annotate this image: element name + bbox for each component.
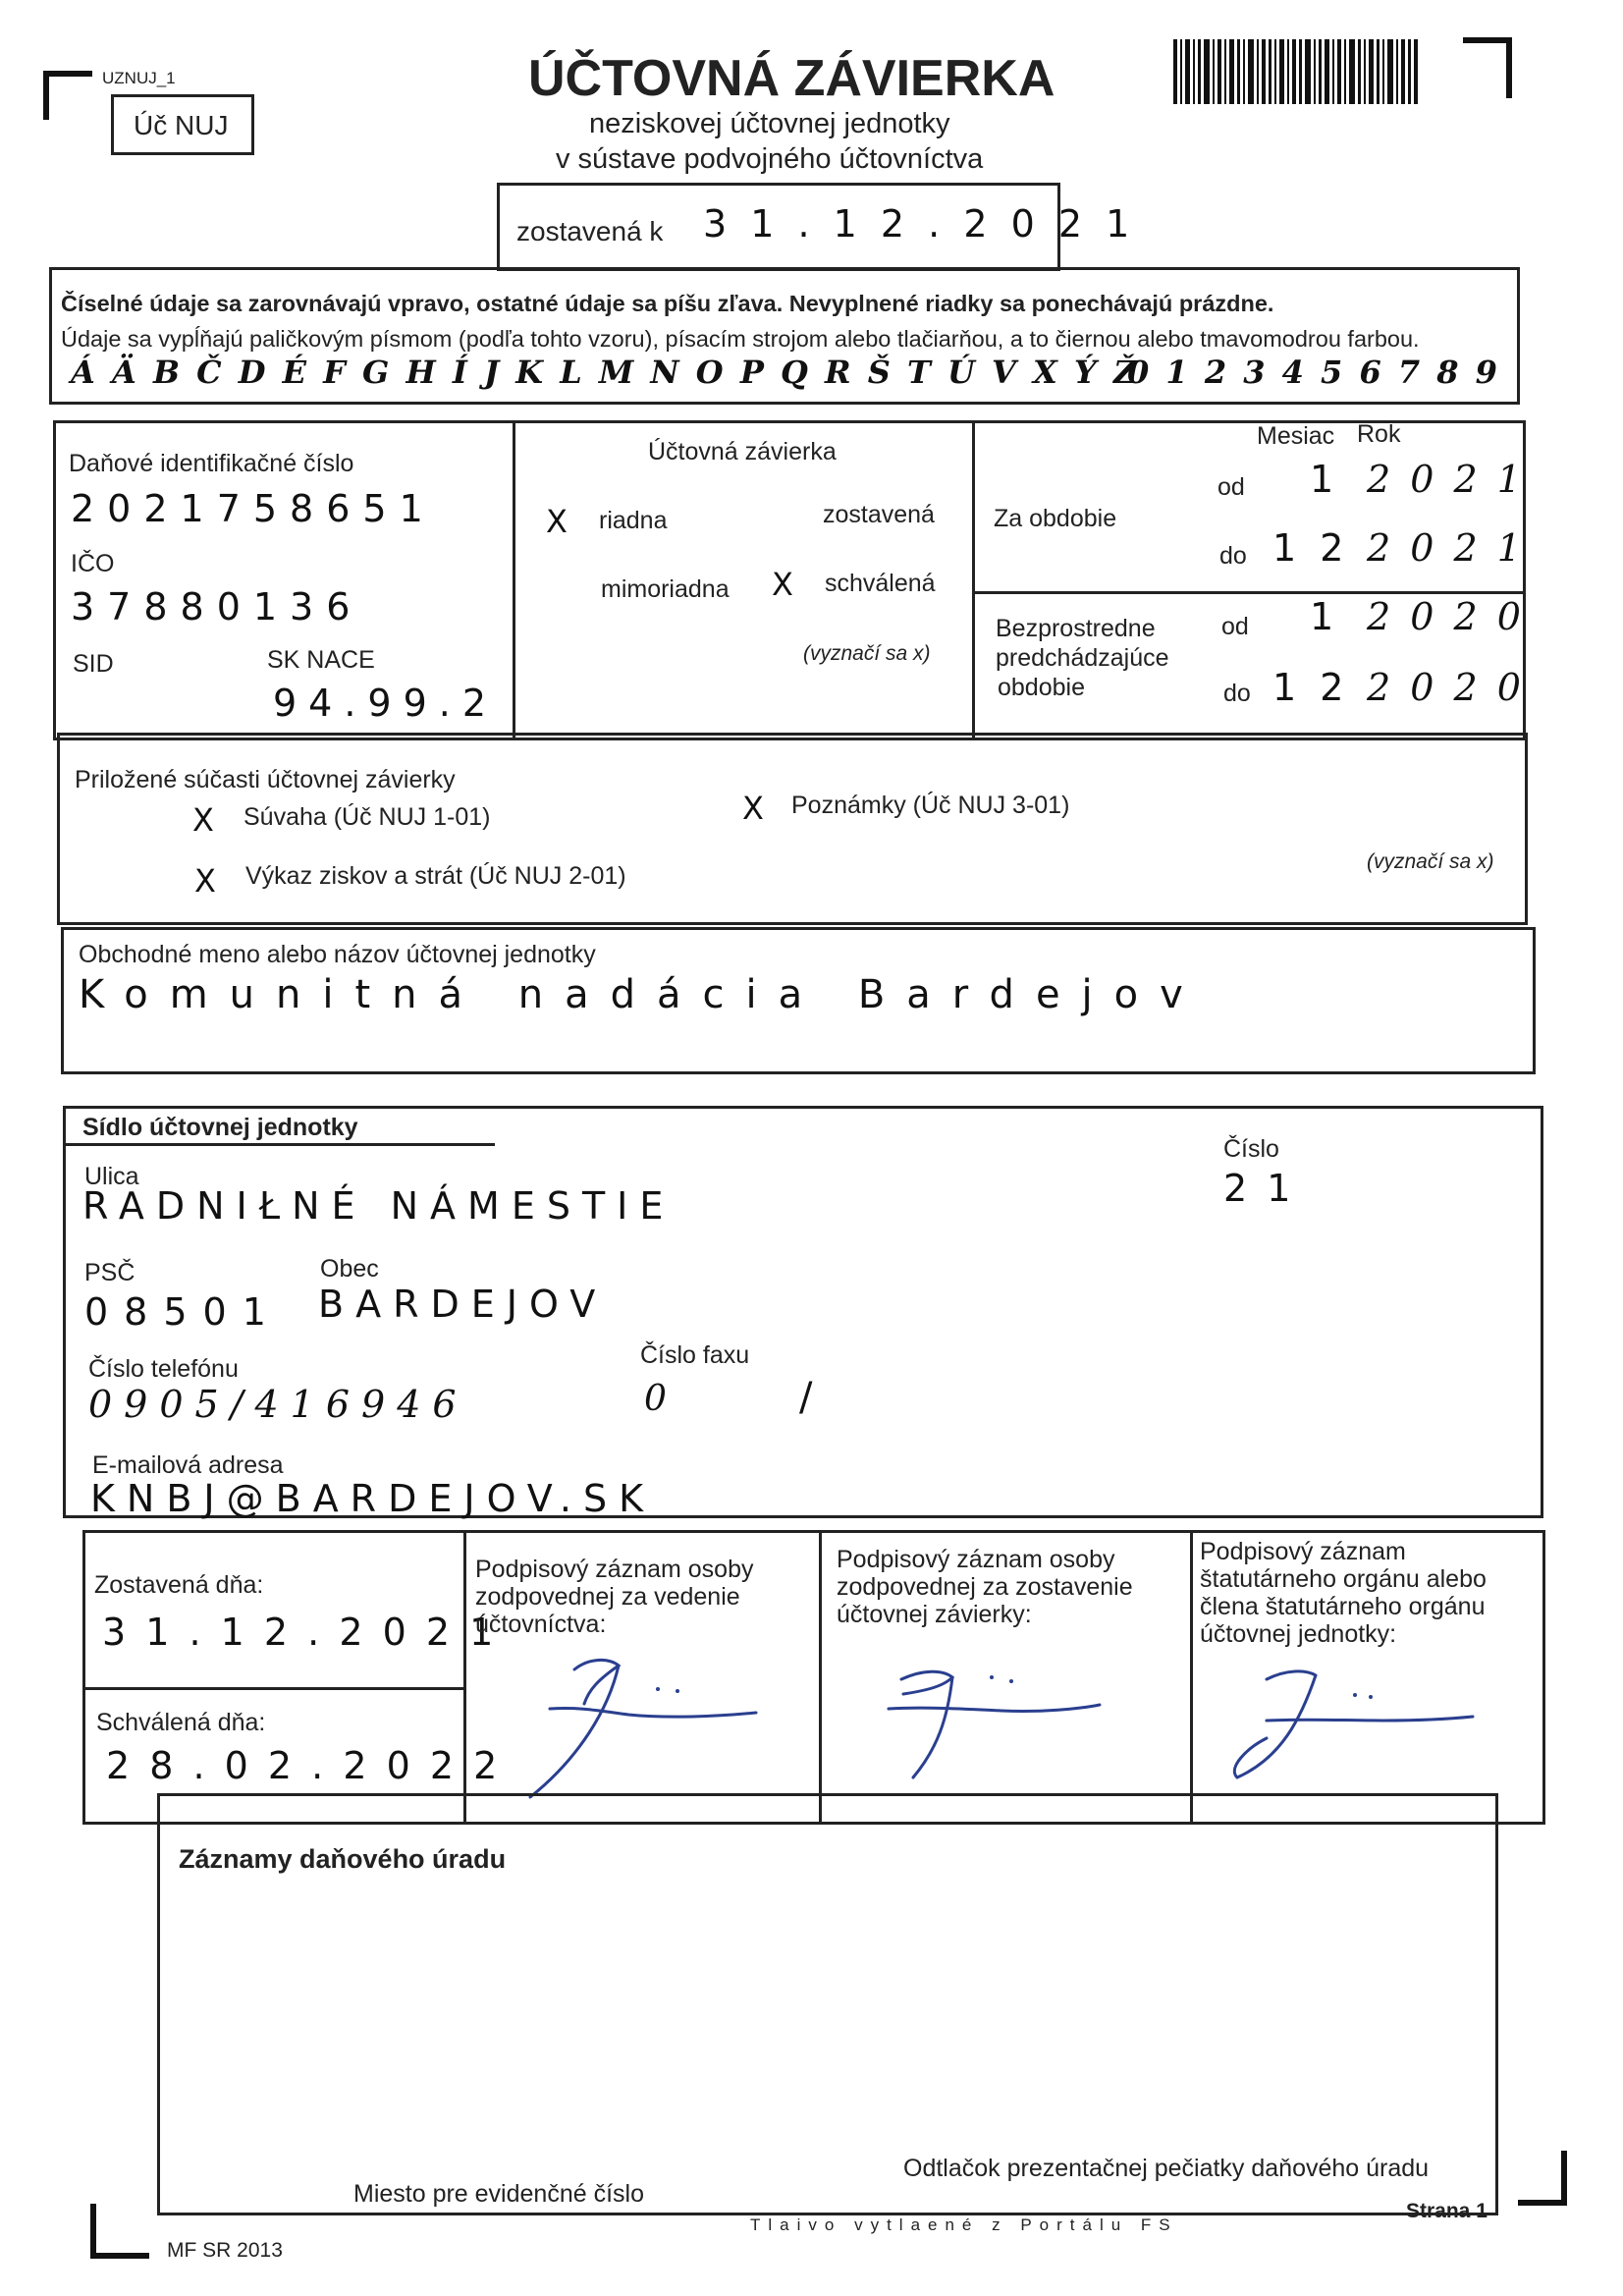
balance-checkbox-mark[interactable]: X xyxy=(192,801,214,839)
previous-period-label-1: Bezprostredne xyxy=(996,615,1156,642)
sig3-label-4: účtovnej jednotky: xyxy=(1200,1620,1397,1648)
approved-label: schválená xyxy=(825,570,936,597)
approved-date-value: 2 8 . 0 2 . 2 0 2 2 xyxy=(106,1744,502,1787)
page-title: ÚČTOVNÁ ZÁVIERKA xyxy=(528,50,1055,107)
previous-from-month: 1 xyxy=(1310,595,1352,638)
current-from-label: od xyxy=(1217,473,1245,501)
stamp-label: Odtlačok prezentačnej pečiatky daňového úradu xyxy=(903,2155,1430,2182)
sig2-label-2: zodpovednej za zostavenie xyxy=(837,1573,1133,1601)
barcode xyxy=(1173,39,1419,108)
signature-accountant-icon xyxy=(520,1650,795,1807)
approved-date-label: Schválená dňa: xyxy=(96,1709,266,1736)
notes-checkbox-mark[interactable]: X xyxy=(742,790,764,827)
dic-label: Daňové identifikačné číslo xyxy=(69,450,354,477)
city-label: Obec xyxy=(320,1255,379,1283)
sig2-label-1: Podpisový záznam osoby xyxy=(837,1546,1115,1573)
sknace-value: 94.99.2 xyxy=(273,682,499,725)
corner-mark-bottom-right xyxy=(1518,2151,1567,2206)
address-heading: Sídlo účtovnej jednotky xyxy=(82,1114,358,1141)
fax-slash: / xyxy=(799,1375,831,1420)
corner-mark-bottom-left xyxy=(90,2204,149,2259)
sid-label: SID xyxy=(73,650,114,678)
current-from-month: 1 xyxy=(1310,458,1352,501)
compiled-date-label: Zostavená dňa: xyxy=(94,1571,264,1599)
ordinary-checkbox-mark[interactable]: X xyxy=(546,503,568,540)
signature-compiler-icon xyxy=(884,1650,1159,1807)
previous-period-label-2: predchádzajúce xyxy=(996,644,1169,672)
compiled-to-value: 3 1 . 1 2 . 2 0 2 1 xyxy=(703,202,1136,246)
signature-statutory-icon xyxy=(1208,1650,1502,1807)
zip-label: PSČ xyxy=(84,1259,135,1286)
sig3-label-1: Podpisový záznam xyxy=(1200,1538,1406,1565)
income-checkbox-mark[interactable]: X xyxy=(194,862,216,900)
attachments-note: (vyznačí sa x) xyxy=(1367,850,1494,873)
printed-from: Tlaivo vytlaené z Portálu FS xyxy=(750,2215,1178,2234)
sig1-label-2: zodpovednej za vedenie xyxy=(475,1583,740,1611)
compiled-date-value: 3 1 . 1 2 . 2 0 2 1 xyxy=(102,1611,498,1654)
divider xyxy=(63,1143,495,1146)
current-to-year: 2 0 2 1 xyxy=(1367,526,1525,570)
ordinary-label: riadna xyxy=(599,507,668,534)
entity-name-label: Obchodné meno alebo názov účtovnej jednotky xyxy=(79,941,596,968)
month-label: Mesiac xyxy=(1257,422,1335,450)
form-version: MF SR 2013 xyxy=(167,2239,283,2262)
subtitle-2: v sústave podvojného účtovníctva xyxy=(556,143,984,175)
street-value: RADNIŁNÉ NÁMESTIE xyxy=(82,1184,676,1228)
divider xyxy=(513,420,515,740)
sig2-label-3: účtovnej závierky: xyxy=(837,1601,1032,1628)
registry-number-label: Miesto pre evidenčné číslo xyxy=(353,2180,644,2208)
fax-label: Číslo faxu xyxy=(640,1341,750,1369)
previous-to-label: do xyxy=(1223,680,1251,707)
compiled-to-label: zostavená k xyxy=(516,216,664,246)
income-label: Výkaz ziskov a strát (Úč NUJ 2-01) xyxy=(245,862,626,890)
ico-value: 37880136 xyxy=(71,585,363,629)
instructions-line-1: Číselné údaje sa zarovnávajú vpravo, ostatné údaje sa píšu zľava. Nevyplnené riadky sa ponechávajú prázdne. xyxy=(61,291,1274,316)
current-to-label: do xyxy=(1219,542,1247,570)
street-label: Ulica xyxy=(84,1163,139,1190)
divider xyxy=(972,420,975,740)
sig1-label-3: účtovníctva: xyxy=(475,1611,607,1638)
number-value: 2 1 xyxy=(1223,1167,1295,1210)
page-number: Strana 1 xyxy=(1406,2200,1488,2222)
form-code: UZNUJ_1 xyxy=(102,69,176,87)
compiled-label: zostavená xyxy=(823,501,935,528)
previous-period-label-3: obdobie xyxy=(998,674,1085,701)
current-to-month: 1 2 xyxy=(1272,526,1350,570)
sknace-label: SK NACE xyxy=(267,646,375,674)
divider xyxy=(1190,1530,1193,1825)
previous-from-year: 2 0 2 0 xyxy=(1367,595,1525,638)
sample-letters: Á Ä B Č D É F G H Í J K L M N O P Q R Š T Ú V X Ý Ž xyxy=(71,354,1140,391)
sig1-label-1: Podpisový záznam osoby xyxy=(475,1556,754,1583)
corner-mark-top-left xyxy=(43,71,92,120)
divider xyxy=(819,1530,822,1825)
zip-value: 08501 xyxy=(84,1290,282,1334)
subtitle-1: neziskovej účtovnej jednotky xyxy=(589,108,950,139)
dic-value: 2021758651 xyxy=(71,487,436,530)
year-label: Rok xyxy=(1357,420,1401,448)
form-short: Úč NUJ xyxy=(134,110,229,140)
current-from-year: 2 0 2 1 xyxy=(1367,458,1525,501)
previous-to-month: 1 2 xyxy=(1272,666,1350,709)
attachments-heading: Priložené súčasti účtovnej závierky xyxy=(75,766,456,793)
balance-label: Súvaha (Úč NUJ 1-01) xyxy=(243,803,491,831)
address-box xyxy=(63,1106,1543,1518)
ico-label: IČO xyxy=(71,550,115,577)
instructions-line-2: Údaje sa vypĺňajú paličkovým písmom (podľa tohto vzoru), písacím strojom alebo tlačiarňou, a to čiernou alebo tmavomodrou farbou. xyxy=(61,326,1420,352)
fax-value: 0 xyxy=(644,1379,684,1419)
sig3-label-3: člena štatutárneho orgánu xyxy=(1200,1593,1486,1620)
notes-label: Poznámky (Úč NUJ 3-01) xyxy=(791,792,1070,819)
divider xyxy=(82,1687,465,1690)
phone-label: Číslo telefónu xyxy=(88,1355,239,1383)
extraordinary-label: mimoriadna xyxy=(601,575,730,603)
approved-checkbox-mark[interactable]: X xyxy=(772,566,793,603)
sample-digits: 0 1 2 3 4 5 6 7 8 9 xyxy=(1127,354,1500,391)
statement-note: (vyznačí sa x) xyxy=(803,642,931,665)
previous-to-year: 2 0 2 0 xyxy=(1367,666,1525,709)
email-label: E-mailová adresa xyxy=(92,1451,284,1479)
previous-from-label: od xyxy=(1221,613,1249,640)
email-value: KNBJ@BARDEJOV.SK xyxy=(90,1477,656,1520)
corner-mark-top-right xyxy=(1463,37,1512,98)
statement-heading: Účtovná závierka xyxy=(648,438,837,465)
city-value: BARDEJOV xyxy=(318,1283,608,1326)
number-label: Číslo xyxy=(1223,1135,1279,1163)
current-period-label: Za obdobie xyxy=(994,505,1117,532)
entity-name-value: Komunitná nadácia Bardejov xyxy=(79,972,1205,1017)
tax-office-heading: Záznamy daňového úradu xyxy=(179,1844,507,1874)
sig3-label-2: štatutárneho orgánu alebo xyxy=(1200,1565,1487,1593)
divider xyxy=(972,591,1524,594)
phone-value: 0905/416946 xyxy=(88,1383,468,1426)
